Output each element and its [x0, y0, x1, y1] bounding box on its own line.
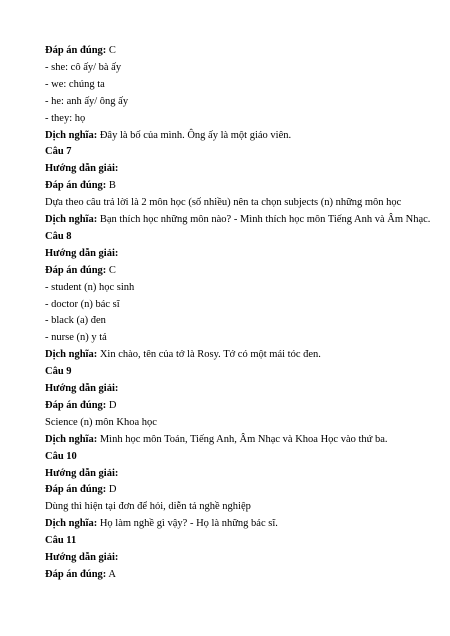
document-line [45, 365, 72, 379]
bold-label: Hướng dẫn giải: [45, 383, 119, 394]
document-line [45, 95, 128, 109]
bold-label: Câu 11 [45, 535, 77, 547]
line-text: B [106, 180, 116, 192]
line-text: Dựa theo câu trả lời là 2 môn học (số nhiều) nên ta chọn subjects (n) những môn học [45, 197, 402, 209]
bold-label: Dịch nghĩa: [45, 214, 98, 225]
document-line [45, 247, 118, 261]
document-line [45, 162, 118, 176]
line-text: Science (n) môn Khoa học [45, 416, 157, 428]
line-text: Họ làm nghề gì vậy? - Họ là những bác sĩ. [97, 518, 278, 530]
document-line [45, 483, 117, 497]
bold-label: Dịch nghĩa: [45, 518, 98, 530]
document-line [45, 467, 118, 481]
document-line [45, 44, 116, 58]
line-text: - he: anh ấy/ ông ấy [45, 95, 129, 107]
document-line [45, 416, 157, 430]
document-line [45, 534, 76, 548]
document-line [45, 517, 278, 531]
bold-label: Hướng dẫn giải: [45, 552, 119, 563]
bold-label: Dịch nghĩa: [45, 433, 98, 445]
bold-label: Đáp án đúng: [45, 568, 107, 580]
document-line [45, 281, 134, 295]
bold-label: Đáp án đúng: [45, 45, 107, 56]
document-line [45, 551, 118, 565]
document-line [45, 196, 401, 210]
line-text: - they: họ [45, 112, 86, 124]
line-text: - nurse (n) y tá [45, 332, 107, 344]
line-text: - we: chúng ta [45, 78, 105, 90]
bold-label: Đáp án đúng: [45, 399, 107, 411]
document-line [45, 264, 116, 278]
document-line [45, 78, 105, 92]
line-text: Dùng thì hiện tại đơn để hỏi, diễn tả nghề nghiệp [45, 501, 251, 513]
bold-label: Đáp án đúng: [45, 180, 107, 192]
line-text: Xin chào, tên của tớ là Rosy. Tớ có một mái tóc đen. [97, 349, 321, 361]
line-text: D [106, 484, 117, 496]
bold-label: Câu 7 [45, 146, 72, 158]
document-line [45, 314, 106, 328]
document-line [45, 382, 118, 396]
bold-label: Đáp án đúng: [45, 264, 107, 276]
bold-label: Câu 10 [45, 450, 77, 462]
line-text: - she: cô ấy/ bà ấy [45, 61, 122, 73]
document-line [45, 348, 321, 362]
document-line [45, 450, 77, 464]
bold-label: Câu 9 [45, 366, 72, 378]
bold-label: Hướng dẫn giải: [45, 247, 119, 259]
line-text: Đây là bố của mình. Ông ấy là một giáo viên. [97, 129, 292, 141]
line-text: - doctor (n) bác sĩ [45, 298, 120, 310]
bold-label: Dịch nghĩa: [45, 349, 98, 361]
document-line [45, 399, 117, 413]
bold-label: Câu 8 [45, 230, 72, 242]
document-line [45, 61, 121, 75]
line-text: - student (n) học sinh [45, 281, 135, 293]
document-line [45, 331, 107, 345]
document-line [45, 568, 116, 582]
document-line [45, 500, 251, 514]
bold-label: Hướng dẫn giải: [45, 467, 119, 479]
document-line [45, 298, 120, 312]
document-line [45, 129, 291, 143]
line-text: Mình học môn Toán, Tiếng Anh, Âm Nhạc và Khoa Học vào thứ ba. [97, 433, 388, 445]
document-line [45, 213, 430, 227]
line-text: C [106, 264, 116, 276]
line-text: A [106, 568, 116, 580]
bold-label: Dịch nghĩa: [45, 129, 98, 141]
document-line [45, 112, 85, 126]
bold-label: Đáp án đúng: [45, 484, 107, 496]
document-line [45, 433, 388, 447]
line-text: - black (a) đen [45, 315, 106, 327]
document-line [45, 179, 116, 193]
line-text: D [106, 399, 117, 411]
document-line [45, 230, 72, 244]
bold-label: Hướng dẫn giải: [45, 163, 119, 175]
line-text: Bạn thích học những môn nào? - Mình thích học môn Tiếng Anh và Âm Nhạc. [97, 214, 431, 225]
line-text: C [106, 45, 116, 56]
document-line [45, 145, 72, 159]
